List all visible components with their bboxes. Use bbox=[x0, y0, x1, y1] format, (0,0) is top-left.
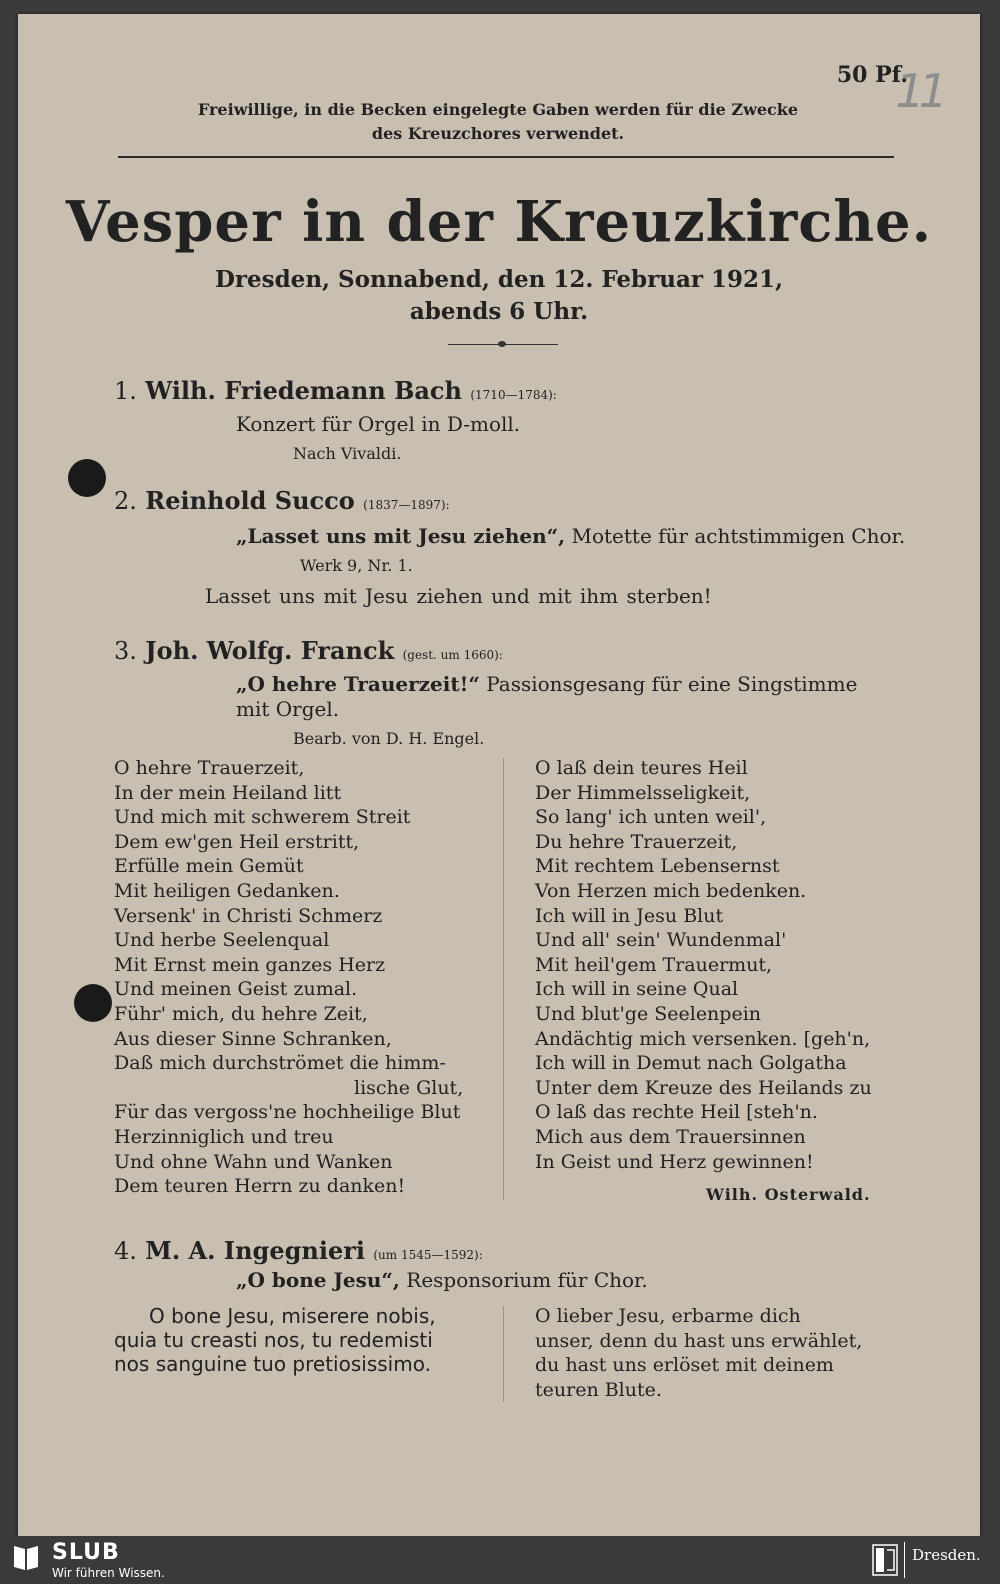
item-3-work-cont: mit Orgel. bbox=[236, 697, 340, 721]
verse-line: Ich will in Demut nach Golgatha bbox=[535, 1052, 847, 1075]
verse-left-column bbox=[114, 756, 463, 1199]
german-line: du hast uns erlöset mit deinem bbox=[535, 1354, 834, 1377]
page-title: Vesper in der Kreuzkirche. bbox=[65, 189, 933, 255]
latin-line: quia tu creasti nos, tu redemisti bbox=[114, 1328, 433, 1352]
book-icon bbox=[12, 1542, 40, 1572]
verse-line: Der Himmelsseligkeit, bbox=[535, 781, 751, 804]
composer-dates: (1837—1897): bbox=[363, 498, 450, 512]
notice-line-1: Freiwillige, in die Becken eingelegte Gaben werden für die Zwecke bbox=[197, 100, 799, 119]
verse-line: Mit heiligen Gedanken. bbox=[114, 879, 340, 902]
item-2-text: Lasset uns mit Jesu ziehen und mit ihm sterben! bbox=[205, 584, 712, 608]
item-4-work bbox=[236, 1268, 648, 1292]
slub-tagline: Wir führen Wissen. bbox=[52, 1566, 165, 1580]
verse-line: Mit rechtem Lebensernst bbox=[535, 855, 780, 878]
verse-line: Und all' sein' Wundenmal' bbox=[535, 929, 787, 952]
column-divider bbox=[503, 1306, 504, 1402]
punch-hole bbox=[74, 984, 112, 1022]
footer-separator bbox=[904, 1542, 905, 1578]
verse-line: Und meinen Geist zumal. bbox=[114, 978, 358, 1001]
verse-line: Mit heil'gem Trauermut, bbox=[535, 953, 773, 976]
verse-line: Herzinniglich und treu bbox=[114, 1125, 334, 1148]
verse-line: Von Herzen mich bedenken. bbox=[535, 879, 807, 902]
work-title: „Lasset uns mit Jesu ziehen“, bbox=[236, 524, 566, 548]
item-1-work: Konzert für Orgel in D-moll. bbox=[236, 412, 521, 436]
price: 50 Pf. bbox=[836, 62, 908, 88]
work-title: „O hehre Trauerzeit!“ bbox=[236, 672, 480, 696]
slub-logo[interactable]: SLUB bbox=[52, 1540, 120, 1565]
verse-line: Für das vergoss'ne hochheilige Blut bbox=[114, 1101, 461, 1124]
work-title: „O bone Jesu“, bbox=[236, 1268, 400, 1292]
verse-line: Versenk' in Christi Schmerz bbox=[114, 904, 383, 927]
verse-line: Und herbe Seelenqual bbox=[114, 929, 330, 952]
verse-line: Andächtig mich versenken. [geh'n, bbox=[535, 1027, 871, 1050]
composer-dates: (gest. um 1660): bbox=[402, 648, 503, 662]
item-2-work bbox=[236, 524, 905, 548]
verse-line: O laß dein teures Heil bbox=[535, 757, 748, 779]
item-number: 2. bbox=[114, 487, 137, 515]
verse-line: Und ohne Wahn und Wanken bbox=[114, 1150, 393, 1173]
verse-line: Mich aus dem Trauersinnen bbox=[535, 1125, 806, 1148]
item-3-work bbox=[236, 672, 857, 696]
composer-dates: (um 1545—1592): bbox=[373, 1248, 483, 1262]
verse-line: Ich will in Jesu Blut bbox=[535, 904, 724, 927]
item-1-note: Nach Vivaldi. bbox=[293, 444, 402, 463]
verse-line: Mit Ernst mein ganzes Herz bbox=[114, 953, 386, 976]
notice-line-2: des Kreuzchores verwendet. bbox=[371, 124, 625, 143]
pencil-mark: 11 bbox=[895, 64, 942, 118]
verse-line: O laß das rechte Heil [steh'n. bbox=[535, 1101, 818, 1124]
verse-line: Daß mich durchströmet die himm- bbox=[114, 1052, 446, 1075]
donation-notice bbox=[98, 98, 898, 146]
item-3-header bbox=[114, 636, 503, 665]
verse-line: Ich will in seine Qual bbox=[535, 978, 739, 1001]
composer-dates: (1710—1784): bbox=[470, 388, 557, 402]
item-number: 4. bbox=[114, 1237, 137, 1265]
work-description: Passionsgesang für eine Singstimme bbox=[486, 672, 858, 696]
verse-line: Dem teuren Herrn zu danken! bbox=[114, 1175, 406, 1198]
composer-name: M. A. Ingegnieri bbox=[145, 1236, 365, 1265]
verse-line: Erfülle mein Gemüt bbox=[114, 855, 304, 878]
viewer-footer bbox=[0, 1536, 1000, 1584]
verse-right-column bbox=[535, 756, 872, 1174]
verse-line: lische Glut, bbox=[354, 1076, 464, 1099]
verse-line: So lang' ich unten weil', bbox=[535, 806, 767, 829]
item-1-header bbox=[114, 376, 557, 405]
item-2-header bbox=[114, 486, 450, 515]
dresden-logo[interactable]: Dresden. bbox=[912, 1546, 981, 1564]
verse-line: Und mich mit schwerem Streit bbox=[114, 806, 411, 829]
punch-hole bbox=[68, 459, 106, 497]
item-2-note: Werk 9, Nr. 1. bbox=[300, 556, 413, 575]
verse-author: Wilh. Osterwald. bbox=[706, 1185, 871, 1204]
latin-line: O bone Jesu, miserere nobis, bbox=[149, 1304, 436, 1328]
verse-line: In der mein Heiland litt bbox=[114, 781, 342, 804]
verse-line: O hehre Trauerzeit, bbox=[114, 757, 305, 779]
item-number: 1. bbox=[114, 377, 137, 405]
verse-line: Und blut'ge Seelenpein bbox=[535, 1002, 762, 1025]
german-line: teuren Blute. bbox=[535, 1378, 662, 1401]
german-translation bbox=[535, 1304, 862, 1402]
item-3-note: Bearb. von D. H. Engel. bbox=[293, 729, 485, 748]
verse-line: Führ' mich, du hehre Zeit, bbox=[114, 1002, 368, 1025]
work-description: Motette für achtstimmigen Chor. bbox=[571, 524, 906, 548]
dresden-crest-icon bbox=[872, 1544, 898, 1576]
ornament-divider bbox=[448, 344, 558, 345]
composer-name: Reinhold Succo bbox=[145, 486, 355, 515]
work-description: Responsorium für Chor. bbox=[406, 1268, 648, 1292]
composer-name: Wilh. Friedemann Bach bbox=[145, 376, 462, 405]
latin-text bbox=[114, 1304, 436, 1376]
header-rule bbox=[118, 156, 894, 158]
latin-line: nos sanguine tuo pretiosissimo. bbox=[114, 1352, 431, 1376]
german-line: O lieber Jesu, erbarme dich bbox=[535, 1305, 801, 1327]
column-divider bbox=[503, 758, 504, 1200]
subtitle-date: Dresden, Sonnabend, den 12. Februar 1921, bbox=[214, 266, 784, 293]
item-4-header bbox=[114, 1236, 483, 1265]
verse-line: Du hehre Trauerzeit, bbox=[535, 830, 738, 853]
subtitle-time: abends 6 Uhr. bbox=[409, 298, 589, 325]
item-number: 3. bbox=[114, 637, 137, 665]
verse-line: Dem ew'gen Heil erstritt, bbox=[114, 830, 360, 853]
composer-name: Joh. Wolfg. Franck bbox=[145, 636, 395, 665]
program-sheet bbox=[18, 14, 980, 1536]
verse-line: Unter dem Kreuze des Heilands zu bbox=[535, 1076, 872, 1099]
german-line: unser, denn du hast uns erwählet, bbox=[535, 1329, 863, 1352]
verse-line: In Geist und Herz gewinnen! bbox=[535, 1150, 814, 1173]
verse-line: Aus dieser Sinne Schranken, bbox=[114, 1027, 392, 1050]
